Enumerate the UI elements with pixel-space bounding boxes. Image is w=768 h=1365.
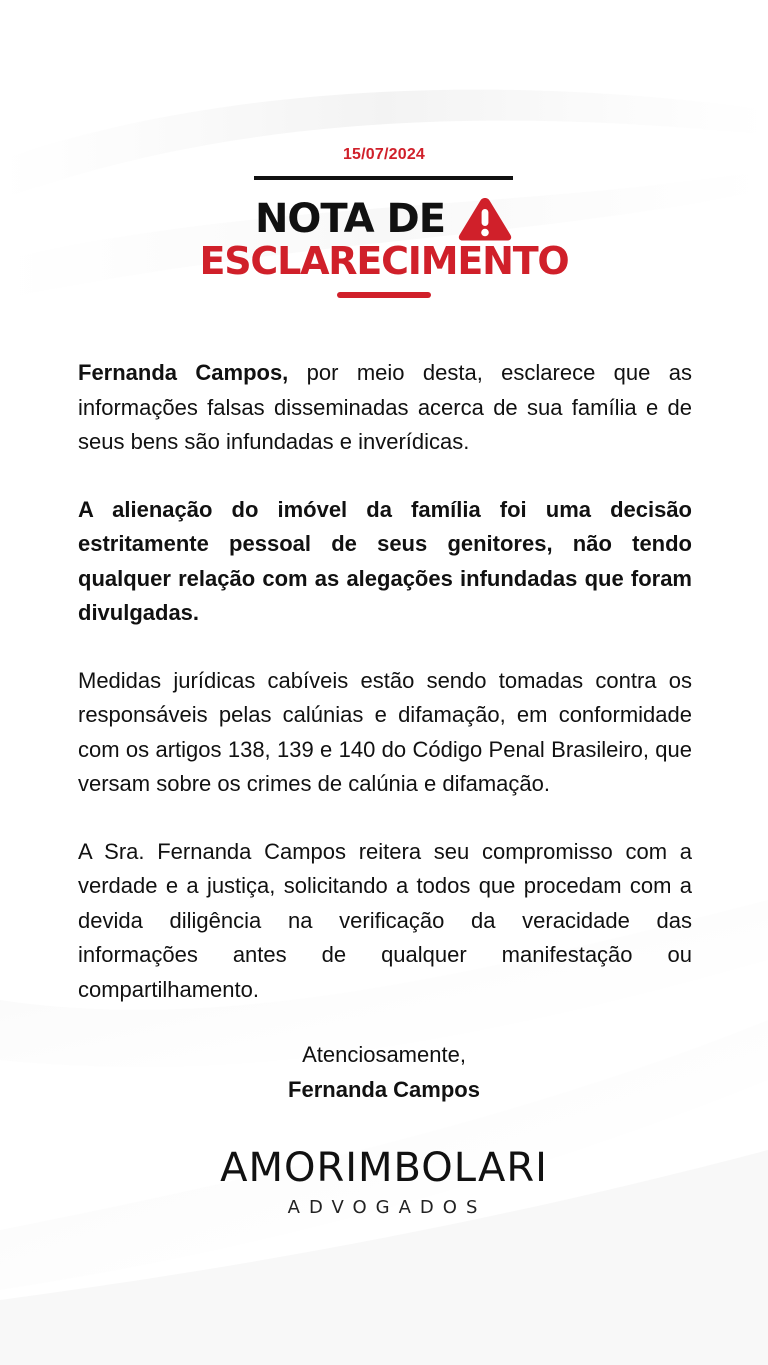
statement-body bbox=[78, 356, 692, 1040]
paragraph-1-text: por meio desta, esclarece que as informações falsas disseminadas acerca de sua família e de seus bens são infundadas e inverídicas. bbox=[78, 360, 692, 454]
paragraph-4: A Sra. Fernanda Campos reitera seu compromisso com a verdade e a justiça, solicitando a todos que procedam com a devida diligência na verificação da veracidade das informações antes de qualquer manifestação ou compartilhamento. bbox=[78, 838, 692, 1002]
title-line-2: ESCLARECIMENTO bbox=[199, 239, 569, 283]
signatory-name: Fernanda Campos bbox=[288, 1077, 480, 1102]
closing-text: Atenciosamente, bbox=[302, 1042, 466, 1067]
paragraph-1 bbox=[78, 356, 692, 460]
title-underline bbox=[337, 292, 431, 298]
warning-icon bbox=[457, 196, 513, 242]
subject-name: Fernanda Campos, bbox=[78, 360, 289, 385]
statement-date: 15/07/2024 bbox=[342, 146, 426, 163]
top-divider bbox=[254, 176, 513, 180]
firm-logo-subtitle: ADVOGADOS bbox=[287, 1197, 487, 1218]
firm-logo-name: AMORIMBOLARI bbox=[220, 1145, 548, 1191]
paragraph-3: Medidas jurídicas cabíveis estão sendo tomadas contra os responsáveis pelas calúnias e difamação, em conformidade com os artigos 138, 139 e 140 do Código Penal Brasileiro, que versam sobre os crimes de calúnia e difamação. bbox=[78, 667, 692, 796]
paragraph-2: A alienação do imóvel da família foi uma decisão estritamente pessoal de seus genitores, não tendo qualquer relação com as alegações infundadas que foram divulgadas. bbox=[78, 496, 692, 625]
signature-block bbox=[0, 1037, 768, 1107]
title-line-1: NOTA DE bbox=[254, 196, 446, 242]
title-row bbox=[0, 195, 768, 243]
